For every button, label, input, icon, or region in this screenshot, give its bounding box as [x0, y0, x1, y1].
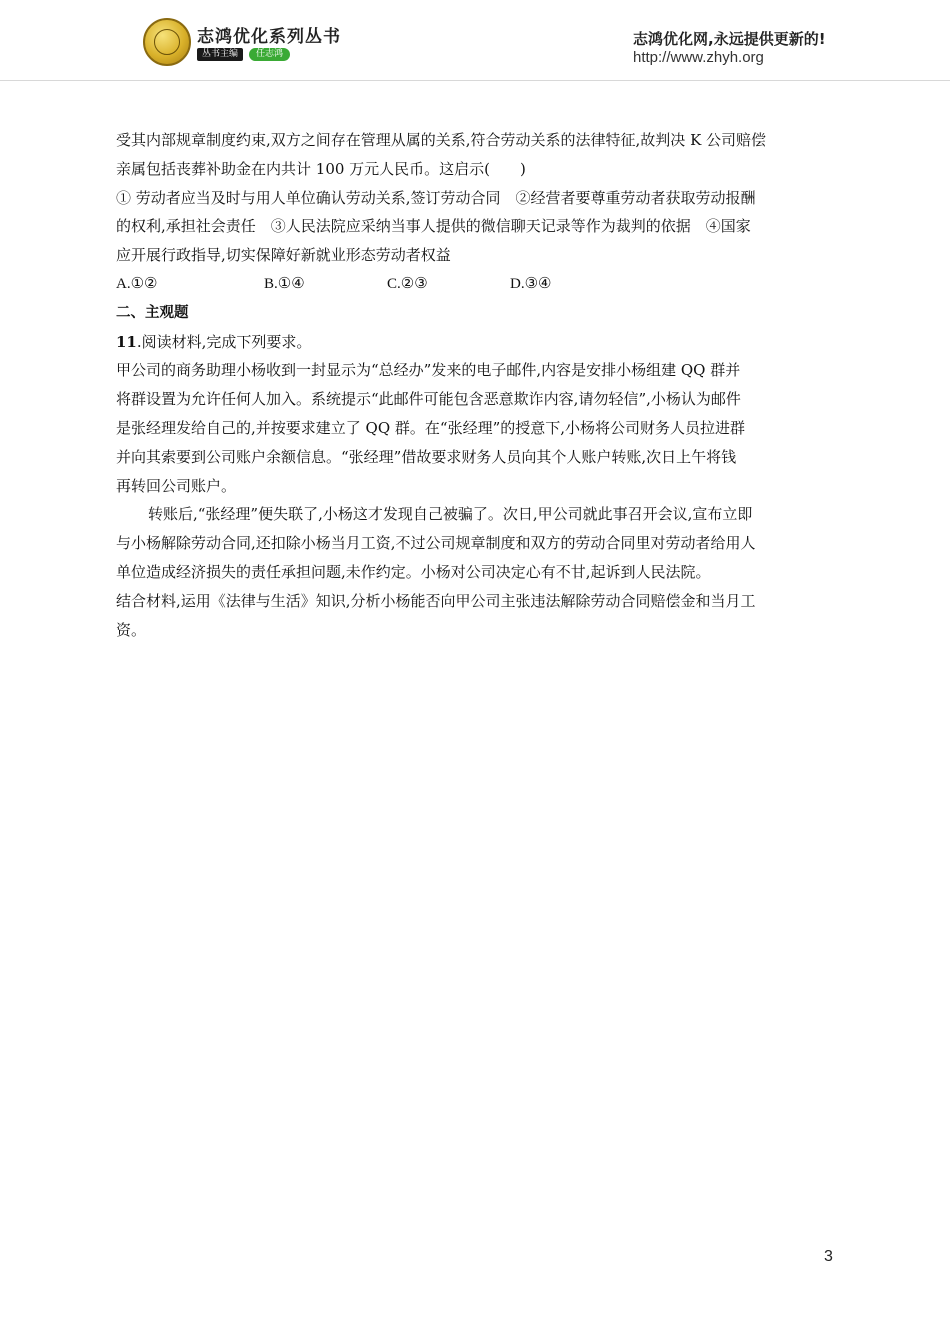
question-10-line: 亲属包括丧葬补助金在内共计 100 万元人民币。这启示( )	[116, 159, 526, 178]
question-10-line: ① 劳动者应当及时与用人单位确认劳动关系,签订劳动合同 ②经营者要尊重劳动者获取劳动报酬	[116, 188, 756, 207]
site-url-link[interactable]: http://www.zhyh.org	[633, 49, 764, 66]
question-number: 11	[116, 332, 137, 351]
material-paragraph-1-line: 将群设置为允许任何人加入。系统提示“此邮件可能包含恶意欺诈内容,请勿轻信”,小杨认为邮件	[116, 390, 741, 409]
series-title: 志鸿优化系列丛书	[197, 27, 341, 47]
page-header	[0, 0, 950, 81]
question-11-prompt-text: .阅读材料,完成下列要求。	[136, 332, 312, 351]
question-10-line: 的权利,承担社会责任 ③人民法院应采纳当事人提供的微信聊天记录等作为裁判的依据 ④国家	[116, 217, 751, 236]
editor-name: 任志鸿	[249, 48, 290, 61]
site-slogan: 志鸿优化网,永远提供更新的!	[633, 30, 826, 48]
publisher-seal-logo	[143, 18, 191, 66]
option-c[interactable]: C.②③	[387, 275, 428, 292]
question-10-line: 应开展行政指导,切实保障好新就业形态劳动者权益	[116, 246, 451, 265]
question-11-prompt	[116, 328, 836, 357]
page-number: 3	[824, 1248, 833, 1265]
material-paragraph-1-line: 再转回公司账户。	[116, 476, 237, 495]
material-paragraph-1-line: 并向其索要到公司账户余额信息。“张经理”借故要求财务人员向其个人账户转账,次日上午将钱	[116, 447, 737, 466]
page-content	[116, 126, 836, 644]
task-line: 资。	[116, 620, 147, 639]
editor-label: 丛书主编	[197, 48, 243, 61]
material-paragraph-1-line: 是张经理发给自己的,并按要求建立了 QQ 群。在“张经理”的授意下,小杨将公司财务人员拉进群	[116, 418, 746, 437]
option-b[interactable]: B.①④	[264, 275, 305, 292]
material-paragraph-1-line: 甲公司的商务助理小杨收到一封显示为“总经办”发来的电子邮件,内容是安排小杨组建 QQ 群并	[116, 361, 741, 380]
question-10-options	[116, 270, 836, 299]
option-a[interactable]: A.①②	[116, 275, 158, 292]
material-paragraph-2-line: 与小杨解除劳动合同,还扣除小杨当月工资,不过公司规章制度和双方的劳动合同里对劳动者给用人	[116, 534, 756, 553]
option-d[interactable]: D.③④	[510, 275, 552, 292]
question-10-line: 受其内部规章制度约束,双方之间存在管理从属的关系,符合劳动关系的法律特征,故判决 K 公司赔偿	[116, 131, 767, 149]
material-paragraph-2-line: 转账后,“张经理”便失联了,小杨这才发现自己被骗了。次日,甲公司就此事召开会议,宣布立即	[148, 505, 753, 524]
material-paragraph-2-line: 单位造成经济损失的责任承担问题,未作约定。小杨对公司决定心有不甘,起诉到人民法院。	[116, 562, 711, 581]
section-heading: 二、主观题	[116, 304, 189, 321]
task-line: 结合材料,运用《法律与生活》知识,分析小杨能否向甲公司主张违法解除劳动合同赔偿金和当月工	[116, 591, 756, 610]
